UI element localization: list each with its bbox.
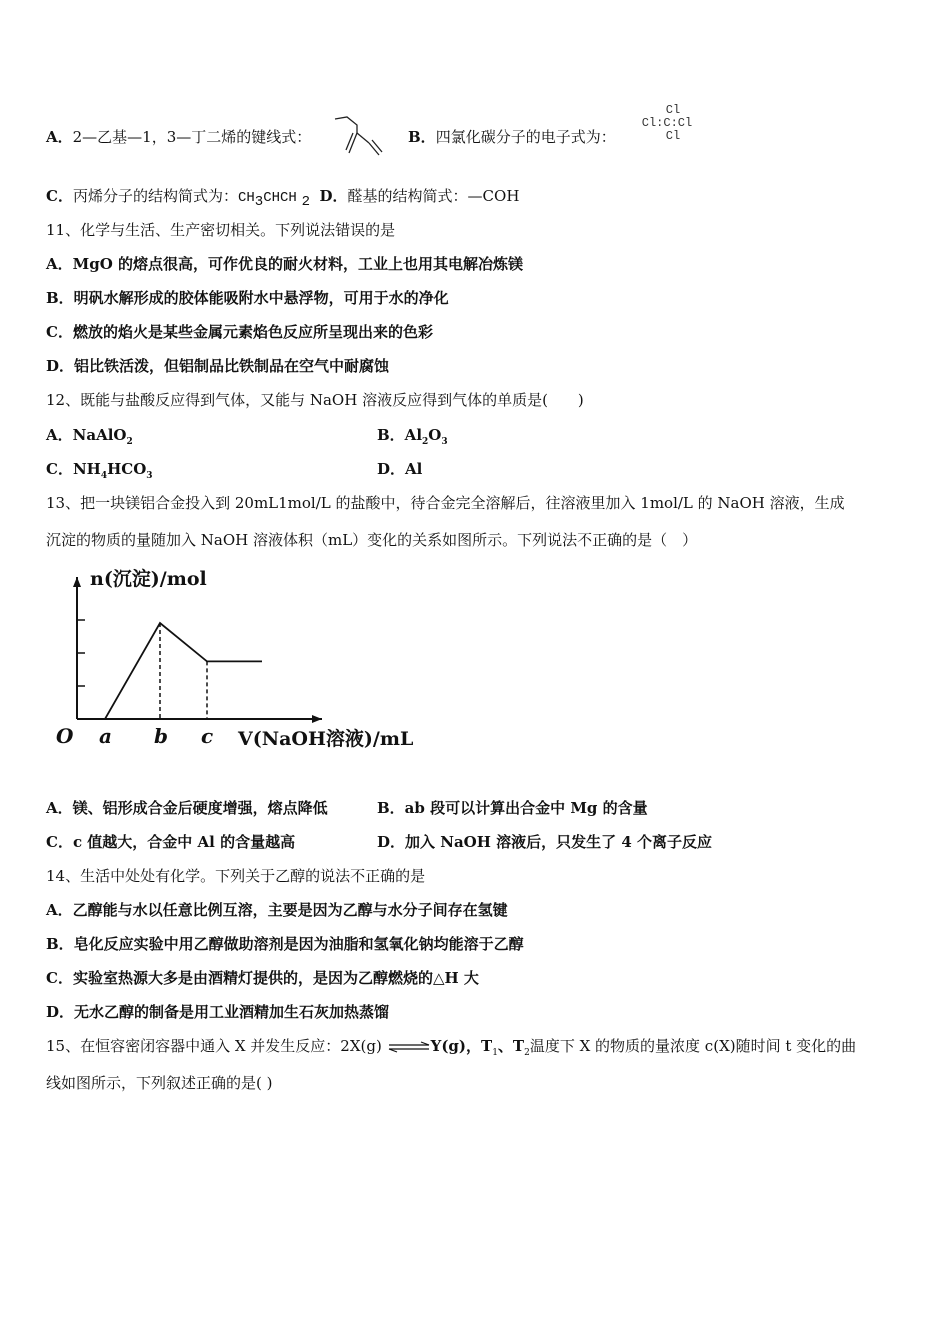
ccl4-bottom-cl: Cl: [665, 129, 681, 143]
q10-option-d-prefix: D．: [319, 187, 348, 205]
q12-option-a-sub: 2: [126, 437, 133, 447]
q12-option-a: [46, 425, 133, 452]
q10-option-d-text: 醛基的结构简式：—COH: [347, 187, 520, 205]
q13-option-c: C．c 值越大，合金中 Al 的含量越高: [46, 833, 296, 851]
q14-option-d: D．无水乙醇的制备是用工业酒精加生石灰加热蒸馏: [46, 1003, 390, 1021]
q11-option-a: A．MgO 的熔点很高，可作优良的耐火材料，工业上也用其电解冶炼镁: [46, 255, 524, 273]
q11-stem: 11、化学与生活、生产密切相关。下列说法错误的是: [46, 221, 396, 239]
butadiene-skeletal-formula: [333, 113, 391, 158]
q10-option-c-formula: CH: [237, 190, 255, 206]
q10-option-b: [408, 127, 616, 147]
series-line: [77, 623, 262, 719]
q10-option-c-sub2: 2: [301, 194, 310, 210]
q12-option-b-text: B．Al: [377, 426, 423, 444]
x-tick-label-a: a: [99, 724, 112, 748]
q11-option-d: D．铝比铁活泼，但铝制品比铁制品在空气中耐腐蚀: [46, 357, 390, 375]
q15-stem-a: 15、在恒容密闭容器中通入 X 并发生反应：2X(g): [46, 1037, 382, 1055]
q14-option-c: C．实验室热源大多是由酒精灯提供的，是因为乙醇燃烧的△H 大: [46, 969, 479, 987]
q12-option-a-text: A．NaAlO: [46, 426, 127, 444]
q12-option-b-mid: O: [428, 426, 442, 444]
ccl4-electron-formula: [637, 104, 697, 156]
q15-t1-sub: 1: [492, 1048, 498, 1058]
q13-option-a: A．镁、铝形成合金后硬度增强，熔点降低: [46, 799, 328, 817]
q15-stem-line1: [46, 1036, 856, 1063]
q14-option-a: A．乙醇能与水以任意比例互溶，主要是因为乙醇与水分子间存在氢键: [46, 901, 508, 919]
precipitate-chart: [50, 567, 470, 757]
q11-option-b: B．明矾水解形成的胶体能吸附水中悬浮物，可用于水的净化: [46, 289, 449, 307]
q13-stem-line2: 沉淀的物质的量随加入 NaOH 溶液体积（mL）变化的关系如图所示。下列说法不正确的是（ ）: [46, 531, 698, 549]
ccl4-middle: Cl:C:Cl: [641, 116, 693, 130]
q15-stem-line2: 线如图所示，下列叙述正确的是( ): [46, 1074, 273, 1092]
q10-option-b-prefix: B．: [408, 128, 436, 146]
x-tick-label-c: c: [201, 724, 214, 748]
q10-option-c-sub1: 3: [254, 194, 264, 210]
q10-option-a-text: 2—乙基—1，3—丁二烯的键线式：: [72, 128, 312, 146]
q10-option-a: [46, 127, 311, 147]
x-axis-label: V(NaOH溶液)/mL: [238, 728, 414, 750]
equilibrium-arrow-icon: [387, 1041, 431, 1053]
q14-stem: 14、生活中处处有化学。下列关于乙醇的说法不正确的是: [46, 867, 426, 885]
q10-option-c-text: 丙烯分子的结构简式为：: [72, 187, 238, 205]
q15-t2-sub: 2: [524, 1048, 530, 1058]
q12-option-b-sub1: 2: [422, 437, 429, 447]
q12-option-b: [377, 425, 448, 452]
q14-option-b: B．皂化反应实验中用乙醇做助溶剂是因为油脂和氢氧化钠均能溶于乙醇: [46, 935, 524, 953]
q15-stem-b: Y(g)，T: [430, 1037, 493, 1055]
y-axis-label: n(沉淀)/mol: [90, 568, 207, 590]
q12-option-c: [46, 459, 153, 486]
q10-option-c-prefix: C．: [46, 187, 73, 205]
q13-stem-line1: 13、把一块镁铝合金投入到 20mL1mol/L 的盐酸中，待合金完全溶解后，往溶液里加入 1mol/L 的 NaOH 溶液，生成: [46, 494, 845, 512]
q10-option-c-formula2: CHCH: [263, 190, 297, 206]
q12-option-c-text: C．NH: [46, 460, 101, 478]
x-axis-arrow: [312, 715, 322, 723]
q12-option-c-mid: HCO: [107, 460, 147, 478]
q13-option-d: D．加入 NaOH 溶液后，只发生了 4 个离子反应: [377, 833, 713, 851]
q12-option-c-sub2: 3: [146, 471, 153, 481]
q12-stem: 12、既能与盐酸反应得到气体，又能与 NaOH 溶液反应得到气体的单质是( ): [46, 391, 584, 409]
y-axis-arrow: [73, 577, 81, 587]
q10-option-c: [46, 186, 519, 212]
q12-option-d: D．Al: [377, 460, 423, 478]
q12-option-c-sub1: 4: [100, 471, 108, 481]
ccl4-top-cl: Cl: [665, 103, 681, 117]
q10-option-b-text: 四氯化碳分子的电子式为：: [435, 128, 616, 146]
origin-label: O: [56, 724, 74, 748]
q15-stem-c: 、T: [497, 1037, 525, 1055]
q12-option-b-sub2: 3: [441, 437, 448, 447]
q11-option-c: C．燃放的焰火是某些金属元素焰色反应所呈现出来的色彩: [46, 323, 433, 341]
q10-option-a-prefix: A．: [46, 128, 73, 146]
q13-option-b: B．ab 段可以计算出合金中 Mg 的含量: [377, 799, 648, 817]
q15-stem-d: 温度下 X 的物质的量浓度 c(X)随时间 t 变化的曲: [529, 1037, 857, 1055]
x-tick-label-b: b: [154, 724, 168, 748]
